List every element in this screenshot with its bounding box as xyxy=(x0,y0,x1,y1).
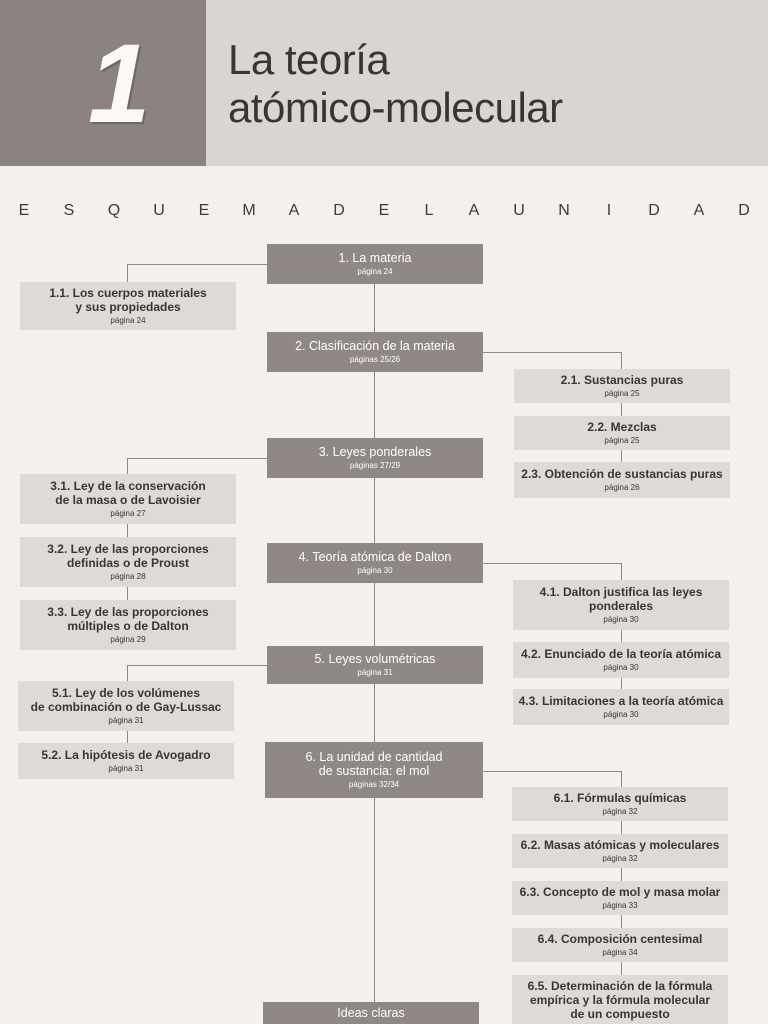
box-title: 4. Teoría atómica de Dalton xyxy=(298,550,452,564)
sub-box-6-2 xyxy=(512,834,728,868)
heading-letter: M xyxy=(242,202,256,219)
box-page: página 34 xyxy=(602,948,638,957)
main-box-3 xyxy=(267,438,483,478)
sub-box-3-3 xyxy=(20,600,236,650)
box-title: 6.1. Fórmulas químicas xyxy=(553,791,687,805)
section-heading xyxy=(14,202,754,220)
sub-box-4-2 xyxy=(513,642,729,678)
box-title: 4.3. Limitaciones a la teoría atómica xyxy=(518,694,724,708)
box-title: 1.1. Los cuerpos materiales y sus propiedades xyxy=(49,286,207,314)
box-title: 6. La unidad de cantidad de sustancia: el mol xyxy=(305,750,443,778)
box-title: 3.1. Ley de la conservación de la masa o de Lavoisier xyxy=(50,479,206,507)
sub-box-6-1 xyxy=(512,787,728,821)
connector-line xyxy=(127,264,128,282)
heading-letter: A xyxy=(693,202,705,219)
heading-letter: L xyxy=(424,202,434,219)
chapter-title-line-2: atómico-molecular xyxy=(228,84,563,131)
connector-line xyxy=(483,352,621,353)
sub-box-5-2 xyxy=(18,743,234,779)
heading-letter: E xyxy=(198,202,210,219)
box-title: Ideas claras xyxy=(337,1006,405,1020)
sub-box-3-2 xyxy=(20,537,236,587)
box-page: página 30 xyxy=(603,663,639,672)
connector-line xyxy=(127,264,267,265)
heading-letter: I xyxy=(606,202,612,219)
box-page: página 31 xyxy=(108,764,144,773)
spine-line xyxy=(374,284,375,1004)
heading-letter: U xyxy=(153,202,165,219)
box-page: página 28 xyxy=(110,572,146,581)
sub-box-6-4 xyxy=(512,928,728,962)
sub-box-5-1 xyxy=(18,681,234,731)
box-title: 2. Clasificación de la materia xyxy=(295,339,455,353)
box-page: página 32 xyxy=(602,807,638,816)
box-page: páginas 32/34 xyxy=(348,780,400,789)
box-title: 4.1. Dalton justifica las leyes ponderales xyxy=(539,585,703,613)
box-title: 6.5. Determinación de la fórmula empírica y la fórmula molecular de un compuesto xyxy=(527,978,713,1021)
chapter-number-block xyxy=(0,0,206,166)
heading-letter: A xyxy=(288,202,300,219)
main-box-ideas-claras xyxy=(263,1002,479,1024)
heading-letter: D xyxy=(333,202,345,219)
box-page: páginas 27/29 xyxy=(349,461,401,470)
box-title: 6.3. Concepto de mol y masa molar xyxy=(519,885,721,899)
box-page: página 30 xyxy=(357,566,393,575)
box-title: 2.2. Mezclas xyxy=(587,420,657,434)
box-page: páginas 25/26 xyxy=(349,355,401,364)
box-page: página 24 xyxy=(110,316,146,325)
sub-box-3-1 xyxy=(20,474,236,524)
box-title: 6.2. Masas atómicas y moleculares xyxy=(520,838,720,852)
heading-letter: N xyxy=(558,202,570,219)
box-page: página 27 xyxy=(110,509,146,518)
box-title: 3.2. Ley de las proporciones definidas o de Proust xyxy=(47,542,209,570)
heading-letter: E xyxy=(378,202,390,219)
sub-box-4-3 xyxy=(513,689,729,725)
heading-letter: S xyxy=(63,202,75,219)
main-box-2 xyxy=(267,332,483,372)
box-page: página 30 xyxy=(603,710,639,719)
heading-letter: Q xyxy=(107,202,121,219)
heading-letter: A xyxy=(468,202,480,219)
connector-line xyxy=(127,458,267,459)
box-title: 3. Leyes ponderales xyxy=(318,445,432,459)
heading-letter: U xyxy=(513,202,525,219)
box-title: 2.1. Sustancias puras xyxy=(560,373,684,387)
chapter-title-line-1: La teoría xyxy=(228,36,390,83)
box-page: página 32 xyxy=(602,854,638,863)
main-box-6 xyxy=(265,742,483,798)
box-page: página 25 xyxy=(604,389,640,398)
box-title: 5.1. Ley de los volúmenes de combinación o de Gay-Lussac xyxy=(30,686,222,714)
box-title: 6.4. Composición centesimal xyxy=(537,932,703,946)
box-page: página 33 xyxy=(602,901,638,910)
box-title: 5. Leyes volumétricas xyxy=(314,652,436,666)
sub-box-2-3 xyxy=(514,462,730,498)
chapter-number: 1 xyxy=(88,21,151,146)
box-page: página 24 xyxy=(357,267,393,276)
box-title: 3.3. Ley de las proporciones múltiples o de Dalton xyxy=(47,605,209,633)
connector-line xyxy=(127,665,267,666)
heading-letter: E xyxy=(18,202,30,219)
sub-box-2-2 xyxy=(514,416,730,450)
box-title: 1. La materia xyxy=(338,251,412,265)
sub-box-6-5 xyxy=(512,975,728,1024)
box-page: página 25 xyxy=(604,436,640,445)
box-page: página 31 xyxy=(108,716,144,725)
connector-line xyxy=(483,771,621,772)
box-title: 4.2. Enunciado de la teoría atómica xyxy=(520,647,722,661)
sub-box-2-1 xyxy=(514,369,730,403)
box-title: 5.2. La hipótesis de Avogadro xyxy=(41,748,211,762)
main-box-4 xyxy=(267,543,483,583)
chapter-title xyxy=(228,36,748,132)
box-page: página 30 xyxy=(603,615,639,624)
connector-line xyxy=(483,563,621,564)
box-page: página 29 xyxy=(110,635,146,644)
box-page: página 31 xyxy=(357,668,393,677)
box-title: 2.3. Obtención de sustancias puras xyxy=(521,467,723,481)
sub-box-6-3 xyxy=(512,881,728,915)
heading-letter: D xyxy=(648,202,660,219)
heading-letter: D xyxy=(738,202,750,219)
sub-box-1-1 xyxy=(20,282,236,330)
main-box-5 xyxy=(267,646,483,684)
main-box-1 xyxy=(267,244,483,284)
sub-box-4-1 xyxy=(513,580,729,630)
box-page: página 26 xyxy=(604,483,640,492)
